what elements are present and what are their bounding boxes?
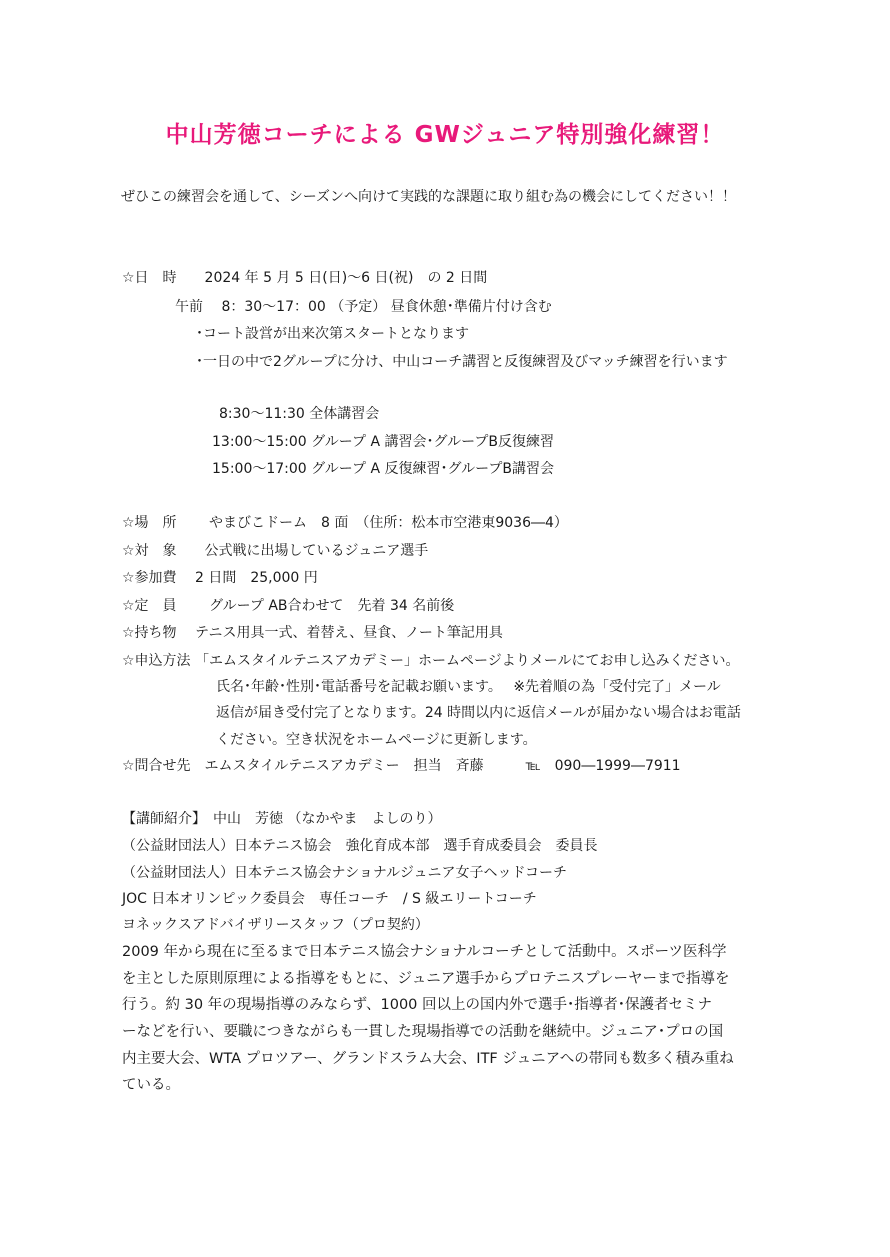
apply-line-1: ☆申込方法 「エムスタイルテニスアカデミー」ホームページよりメールにてお申し込みください。 — [122, 653, 740, 669]
date-line: ☆日 時 2024 年 5 月 5 日(日)～6 日(祝) の 2 日間 — [122, 270, 488, 286]
note-court-setup: ･コート設営が出来次第スタートとなります — [196, 326, 469, 342]
apply-line-2: 氏名･年齢･性別･電話番号を記載お願います。 ※先着順の為「受付完了」メール — [216, 679, 721, 695]
apply-line-4: ください。空き状況をホームページに更新します。 — [216, 732, 537, 748]
venue-line: ☆場 所 やまびこドーム 8 面 （住所：松本市空港東9036―4） — [122, 515, 568, 531]
coach-bio-line-5: 内主要大会、WTA プロツアー、グランドスラム大会、ITF ジュニアへの帯同も数多く積み重ね — [122, 1051, 734, 1067]
coach-title-4: ヨネックスアドバイザリースタッフ（プロ契約） — [122, 917, 429, 933]
coach-bio-line-1: 2009 年から現在に至るまで日本テニス協会ナショナルコーチとして活動中。スポーツ医科学 — [122, 944, 727, 960]
apply-line-3: 返信が届き受付完了となります。24 時間以内に返信メールが届かない場合はお電話 — [216, 705, 741, 721]
time-line: 午前 8：30～17：00 （予定） 昼食休憩･準備片付け含む — [175, 299, 552, 315]
capacity-line: ☆定 員 グループ AB合わせて 先着 34 名前後 — [122, 598, 455, 614]
schedule-item-3: 15:00～17:00 グループ A 反復練習･グループB講習会 — [212, 461, 554, 477]
coach-bio-line-4: ーなどを行い、要職につきながらも一貫した現場指導での活動を継続中。ジュニア･プロの国 — [122, 1024, 724, 1040]
coach-bio-line-6: ている。 — [122, 1077, 180, 1093]
schedule-item-2: 13:00～15:00 グループ A 講習会･グループB反復練習 — [212, 434, 554, 450]
coach-header: 【講師紹介】 中山 芳徳 （なかやま よしのり） — [122, 811, 442, 827]
note-groups: ･一日の中で2グループに分け、中山コーチ講習と反復練習及びマッチ練習を行います — [196, 354, 728, 370]
schedule-item-1: 8:30～11:30 全体講習会 — [219, 406, 380, 422]
items-line: ☆持ち物 テニス用具一式、着替え、昼食、ノート筆記用具 — [122, 625, 503, 641]
coach-title-2: （公益財団法人）日本テニス協会ナショナルジュニア女子ヘッドコーチ — [122, 865, 567, 881]
coach-title-1: （公益財団法人）日本テニス協会 強化育成本部 選手育成委員会 委員長 — [122, 838, 598, 854]
target-line: ☆対 象 公式戦に出場しているジュニア選手 — [122, 543, 429, 559]
intro-text: ぜひこの練習会を通して、シーズンへ向けて実践的な課題に取り組む為の機会にしてください！！ — [121, 189, 737, 205]
coach-title-3: JOC 日本オリンピック委員会 専任コーチ / S 級エリートコーチ — [122, 891, 537, 907]
coach-bio-line-3: 行う。約 30 年の現場指導のみならず、1000 回以上の国内外で選手･指導者･保護者セミナ — [122, 997, 713, 1013]
document-title: 中山芳徳コーチによる GWジュニア特別強化練習！ — [165, 122, 725, 148]
contact-line: ☆問合せ先 エムスタイルテニスアカデミー 担当 斉藤 ℡ 090―1999―7911 — [122, 758, 681, 774]
fee-line: ☆参加費 2 日間 25,000 円 — [122, 570, 318, 586]
coach-bio-line-2: を主とした原則原理による指導をもとに、ジュニア選手からプロテニスプレーヤーまで指導を — [122, 971, 730, 987]
